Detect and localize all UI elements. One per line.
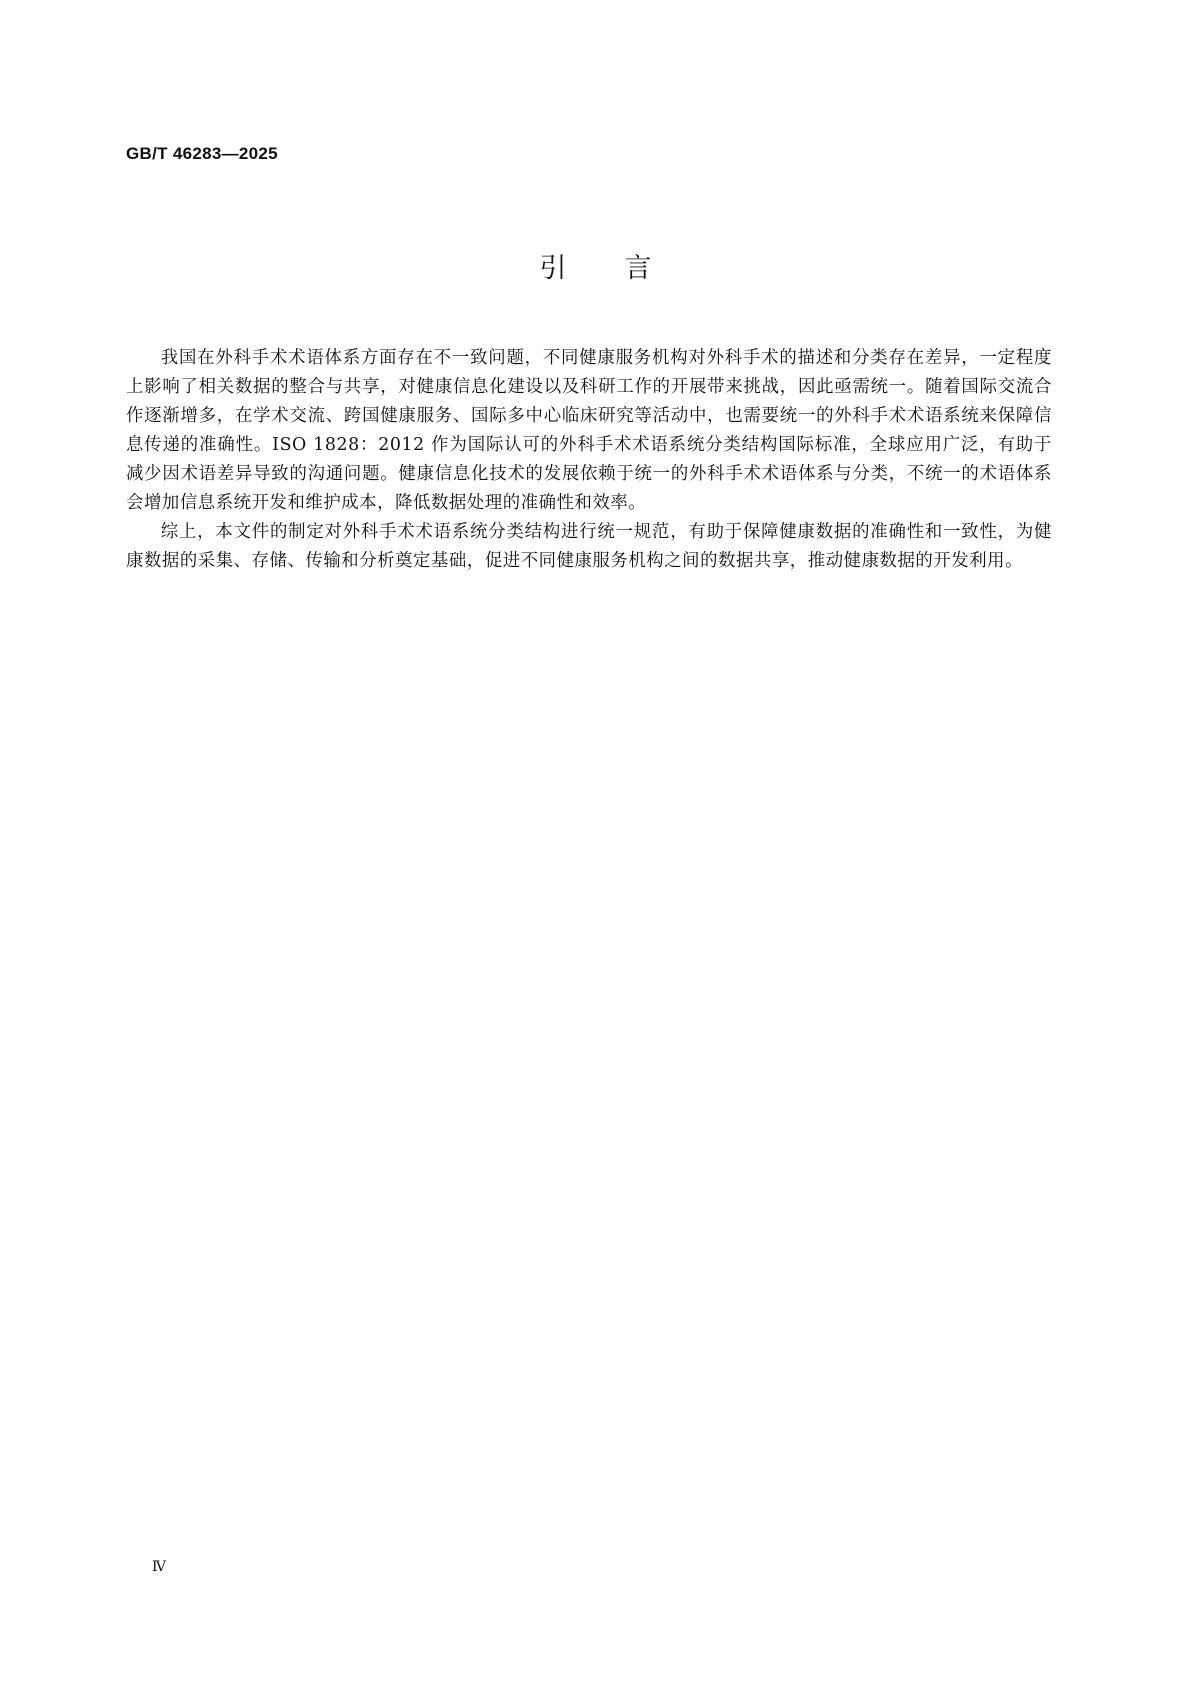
body-text: [126, 344, 1052, 576]
page-number: Ⅳ: [152, 1559, 166, 1575]
standard-code: GB/T 46283—2025: [126, 144, 278, 163]
paragraph-1: 我国在外科手术术语体系方面存在不一致问题，不同健康服务机构对外科手术的描述和分类存在差异，一定程度上影响了相关数据的整合与共享，对健康信息化建设以及科研工作的开展带来挑战，因此亟需统一。随着国际交流合作逐渐增多，在学术交流、跨国健康服务、国际多中心临床研究等活动中，也需要统一的外科手术术语系统来保障信息传递的准确性。ISO 1828：2012 作为国际认可的外科手术术语系统分类结构国际标准，全球应用广泛，有助于减少因术语差异导致的沟通问题。健康信息化技术的发展依赖于统一的外科手术术语体系与分类，不统一的术语体系会增加信息系统开发和维护成本，降低数据处理的准确性和效率。: [126, 348, 1052, 513]
section-title: 引言: [539, 253, 710, 284]
paragraph-2: 综上，本文件的制定对外科手术术语系统分类结构进行统一规范，有助于保障健康数据的准确性和一致性，为健康数据的采集、存储、传输和分析奠定基础，促进不同健康服务机构之间的数据共享，推动健康数据的开发利用。: [126, 522, 1052, 571]
